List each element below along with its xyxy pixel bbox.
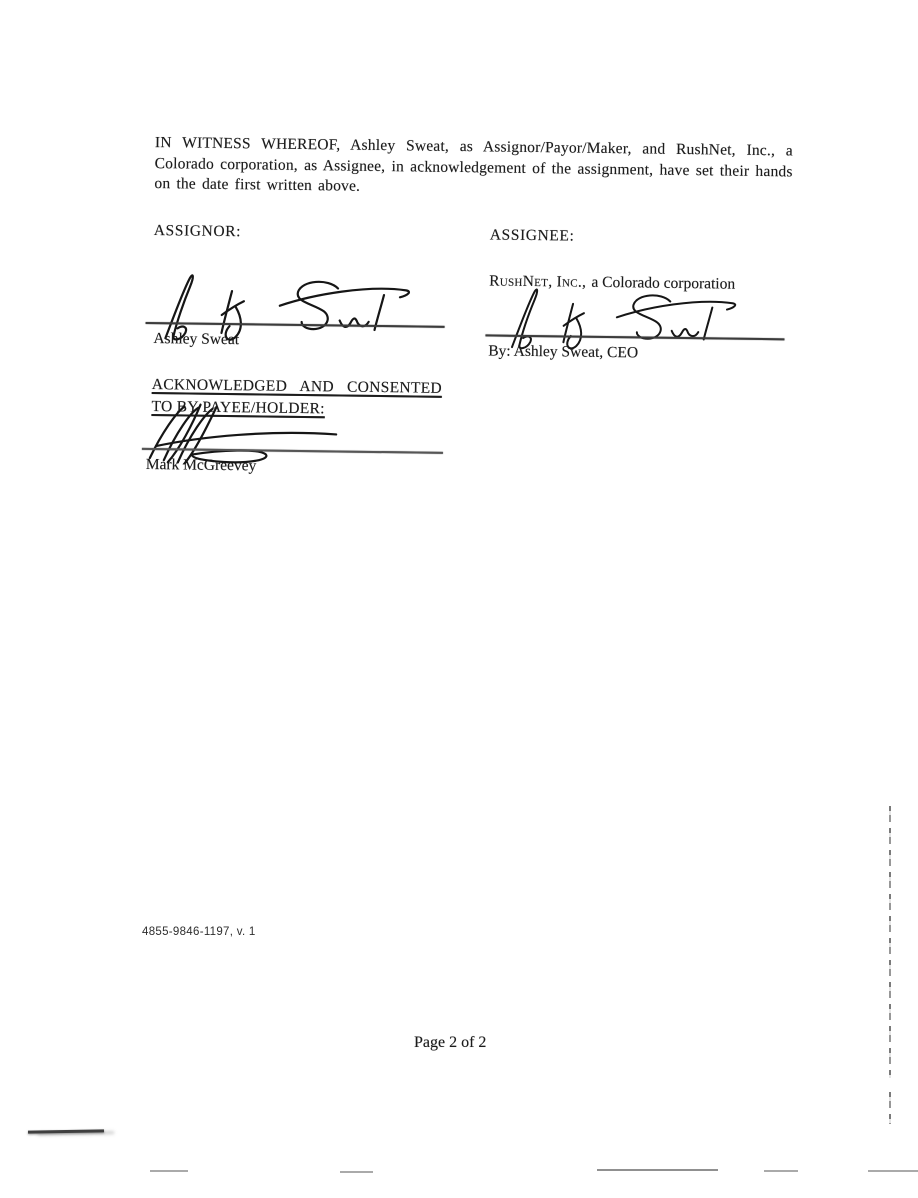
scan-artifact-dash-1 [150,1170,188,1172]
witness-paragraph: IN WITNESS WHEREOF, Ashley Sweat, as Assignor/Payor/Maker, and RushNet, Inc., a Colorado corporation, as Assignee, in acknowledgement of the assignment, have set their hands on the date first written above. [154,134,794,195]
payee-printed-name: Mark McGreevey [145,455,257,475]
scan-artifact-dash-5 [868,1170,918,1172]
document-number: 4855-9846-1197, v. 1 [142,926,256,938]
page-number-label: Page 2 of 2 [414,1034,487,1051]
scan-artifact-dash-3 [597,1169,718,1171]
scan-artifact-vertical-line-lower [889,1092,891,1124]
acknowledgement-heading-line2: TO BY PAYEE/HOLDER: [151,398,325,418]
scan-artifact-vertical-line-upper [889,806,891,1078]
assignee-by-line: By: Ashley Sweat, CEO [488,342,639,362]
scan-artifact-dash-2 [340,1171,373,1173]
scan-artifact-dash-4 [764,1170,798,1172]
assignee-company-name: RushNet, Inc., [489,272,587,291]
assignee-heading: ASSIGNEE: [489,226,575,245]
assignor-heading: ASSIGNOR: [153,222,242,241]
acknowledgement-heading-line1: ACKNOWLEDGED AND CONSENTED [151,376,443,397]
assignee-company-descriptor: a Colorado corporation [591,273,736,293]
assignor-printed-name: Ashley Sweat [153,330,240,349]
